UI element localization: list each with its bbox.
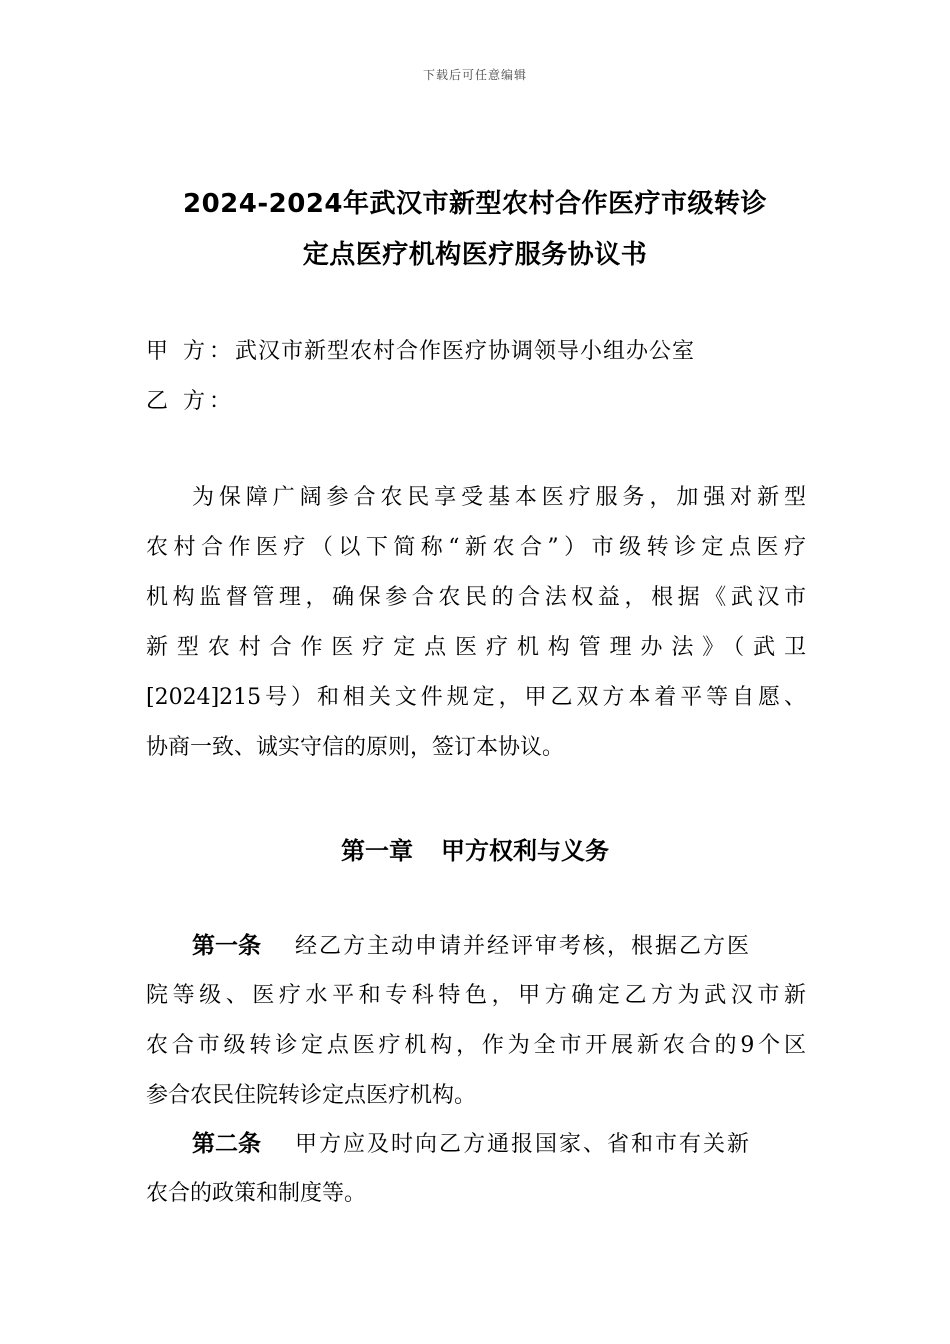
- article-text: 农合市级转诊定点医疗机构，作为全市开展新农合的9个区: [146, 1033, 806, 1058]
- chapter-heading: [0, 831, 950, 866]
- party-b-label: 乙 方：: [146, 389, 235, 414]
- preamble-line: 新型农村合作医疗定点医疗机构管理办法》（武卫: [146, 635, 806, 660]
- chapter-title: 甲方权利与义务: [441, 837, 609, 865]
- article-label: 第二条: [192, 1131, 261, 1157]
- chapter-number: 第一章: [341, 837, 413, 865]
- article-2-line-1: [192, 1129, 806, 1160]
- preamble-line: 机构监督管理，确保参合农民的合法权益，根据《武汉市: [146, 585, 806, 610]
- article-label: 第一条: [192, 933, 261, 959]
- preamble-line: [2024]215号）和相关文件规定，甲乙双方本着平等自愿、: [146, 685, 806, 710]
- preamble-line: 为保障广阔参合农民享受基本医疗服务，加强对新型: [192, 485, 806, 510]
- article-text: 经乙方主动申请并经评审考核，根据乙方医: [295, 934, 752, 959]
- article-text: 农合的政策和制度等。: [146, 1181, 367, 1206]
- party-a: [146, 334, 695, 365]
- article-1-line-1: [192, 931, 806, 962]
- document-title-line-1: 2024-2024年武汉市新型农村合作医疗市级转诊: [182, 189, 768, 219]
- document-title-line-2: 定点医疗机构医疗服务协议书: [302, 240, 648, 270]
- party-a-label: 甲 方：: [146, 339, 235, 364]
- preamble-line: 协商一致、诚实守信的原则，签订本协议。: [146, 735, 565, 760]
- page-watermark: 下载后可任意编辑: [422, 68, 527, 82]
- party-a-value: 武汉市新型农村合作医疗协调领导小组办公室: [235, 339, 696, 364]
- party-b: [146, 384, 235, 415]
- article-text: 甲方应及时向乙方通报国家、省和市有关新: [295, 1132, 752, 1157]
- article-text: 参合农民住院转诊定点医疗机构。: [146, 1083, 477, 1108]
- preamble-line: 农村合作医疗（以下简称“新农合”）市级转诊定点医疗: [146, 535, 806, 560]
- article-text: 院等级、医疗水平和专科特色，甲方确定乙方为武汉市新: [146, 983, 806, 1008]
